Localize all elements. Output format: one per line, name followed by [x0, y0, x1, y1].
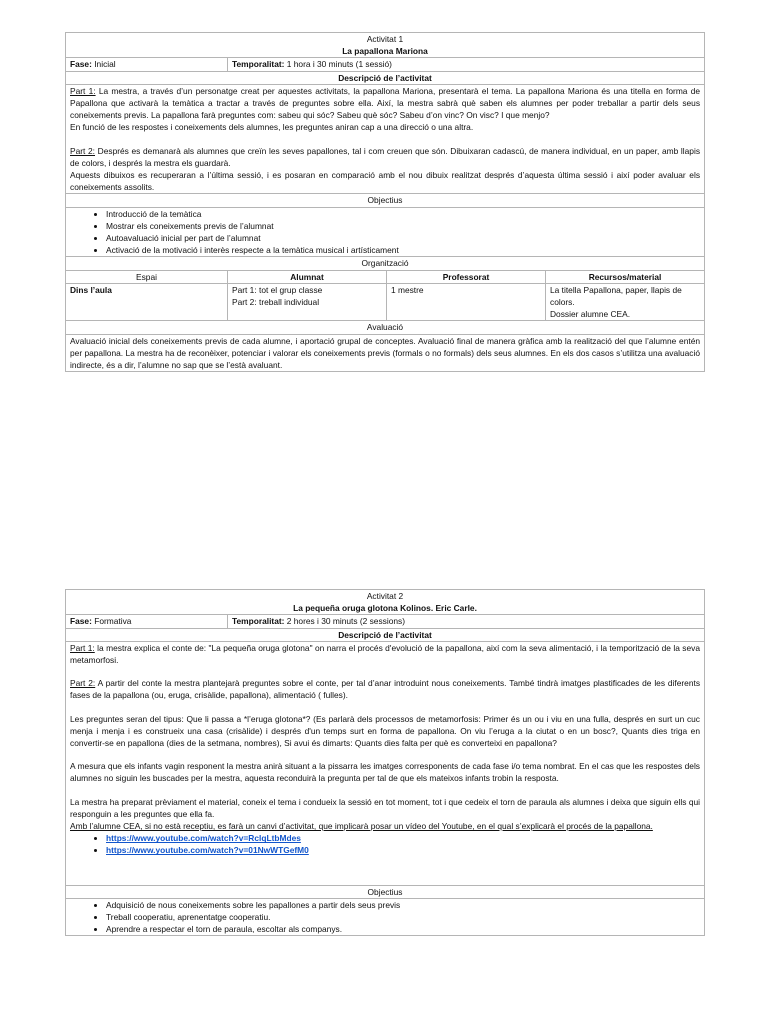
activity-1-evaluation: Avaluació inicial dels coneixements previs de cada alumne, i aportació grupal de conceptes. Avaluació final de manera gràfica amb la realització del que l’alumne entén per papallona. La mestra ha de reconèixer, potenciar i valorar els coneixements previs (formals o no formals) dels seus alumnes. En els dos casos s’utilitza una avaluació indirecte, és a dir, l’alumne no sap que se l’està avaluant. [66, 334, 705, 372]
org-col-space: Espai [66, 270, 228, 283]
org-students-value: Part 1: tot el grup classe Part 2: treball individual [228, 283, 387, 321]
org-teachers-value: 1 mestre [387, 283, 546, 321]
activity-2-preparation: La mestra ha preparat prèviament el material, coneix el tema i condueix la sessió en tot moment, tot i que cedeix el torn de paraula als alumnes i deixa que siguin ells qui responguin a les preguntes que ella fa. [70, 796, 700, 819]
activity-2-part1: Part 1: la mestra explica el conte de: "La pequeña oruga glotona" on narra el procés d'evolució de la papallona, així com la seva alimentació, i la temporització de la seva metamorfosi. [70, 642, 700, 666]
activity-1-eval-header: Avaluació [66, 321, 705, 334]
activity-1-part2-b: Aquests dibuixos es recuperaran a l’última sessió, i es posaran en comparació amb el nou dibuix realitzat després d’aquesta última sessió i així poder avaluar els coneixements assolits. [70, 170, 701, 193]
activity-2-part2: Part 2: A partir del conte la mestra plantejarà preguntes sobre el conte, per tal d’anar introduint nous coneixements. També tindrà imatges plastificades de les diferents fases de la papallona (ou, eruga, crisàlide, papallona), alimentació ( fulles). [70, 678, 701, 701]
activity-1-number: Activitat 1 [366, 34, 404, 44]
list-item [106, 832, 700, 844]
list-item: • Activació de la motivació i interès respecte a la temàtica musical i artísticament [106, 244, 700, 256]
activity-1-objectives-list [70, 208, 700, 257]
activity-2-header [66, 590, 705, 615]
activity-1-objectives-header: Objectius [66, 194, 705, 207]
activity-2-description [66, 641, 705, 885]
activity-1-part1-b: En funció de les respostes i coneixements dels alumnes, les preguntes aniran cap a una direcció o una altra. [70, 122, 474, 133]
list-item: • Treball cooperatiu, aprenentatge cooperatiu. [106, 911, 700, 923]
activity-2-number: Activitat 2 [366, 591, 404, 601]
activity-1-desc-header: Descripció de l’activitat [66, 71, 705, 84]
activity-1-part1: Part 1: La mestra, a través d’un personatge creat per aquestes activitats, la papallona Mariona, presentarà el tema. La papallona Mariona és una titella en forma de Papallona que activarà la temàtica a tractar a través de preguntes sobre ella. Així, la mestra sabrà què saben els alumnes per poder treballar a partir dels seus coneixements previs. La papallona farà preguntes com: sabeu qui sóc? Sabeu què sóc? Sabeu d’on vinc? On visc? I que menjo? [70, 85, 701, 121]
activity-1-time: Temporalitat: 1 hora i 30 minuts (1 sessió) [228, 58, 705, 71]
list-item: • Aprendre a respectar el torn de paraula, escoltar als companys. [106, 923, 700, 935]
activity-1-org-header: Organització [66, 257, 705, 270]
activity-1-description [66, 84, 705, 194]
activity-1-table [65, 32, 705, 372]
activity-2-objectives-header: Objectius [66, 885, 705, 898]
youtube-link-2[interactable]: https://www.youtube.com/watch?v=01NwWTGefM0 [106, 845, 309, 856]
activity-2-objectives [66, 898, 705, 936]
activity-2-objectives-list [70, 899, 700, 936]
activity-2-title: La pequeña oruga glotona Kolinos. Eric Carle. [293, 603, 477, 614]
org-col-students: Alumnat [228, 270, 387, 283]
list-item: • Introducció de la temàtica [106, 208, 700, 220]
list-item [106, 844, 700, 856]
org-col-teachers: Professorat [387, 270, 546, 283]
org-col-resources: Recursos/material [546, 270, 705, 283]
org-space-value: Dins l’aula [66, 283, 228, 321]
activity-1-title: La papallona Mariona [342, 46, 428, 57]
activity-2-time: Temporalitat: 2 hores i 30 minuts (2 sessions) [228, 615, 705, 628]
activity-1-header [66, 33, 705, 58]
activity-2-table [65, 589, 705, 936]
activity-2-questions: Les preguntes seran del tipus: Que li passa a *l’eruga glotona*? (Es parlarà dels processos de metamorfosis: Primer és un ou i viu en una fulla, després en surt un cuc menja i menja i es construeix una casa (crisàlide) i després d'un temps surt en forma de papallona. On viu l’eruga a la ciutat o en un bosc?, Quants dies triga en convertir-se en papallona (dies de la setmana, nombres), Si avui és dimarts: Quants dies falta per què es converteixi en papallona? [70, 713, 700, 749]
activity-1-part2: Part 2: Després es demanarà als alumnes que creïn les seves papallones, tal i com creuen que són. Dibuixaran cadascú, de manera individual, en un paper, amb llapis de colors, i després la mestra els guardarà. [70, 145, 701, 168]
list-item: • Adquisició de nous coneixements sobre les papallones a partir dels seus previs [106, 899, 700, 911]
org-resources-value: La titella Papallona, paper, llapis de colors. Dossier alumne CEA. [546, 283, 705, 321]
activity-2-cea-note: Amb l’alumne CEA, si no està receptiu, es farà un canvi d’activitat, que implicarà posar un vídeo del Youtube, en el qual s’explicarà el procés de la papallona. [70, 821, 653, 832]
youtube-link-1[interactable]: https://www.youtube.com/watch?v=RclqLtbMdes [106, 833, 301, 844]
list-item: • Mostrar els coneixements previs de l’alumnat [106, 220, 700, 232]
activity-2-desc-header: Descripció de l’activitat [66, 628, 705, 641]
activity-1-phase: Fase: Inicial [66, 58, 228, 71]
list-item: • Autoavaluació inicial per part de l’alumnat [106, 232, 700, 244]
activity-2-links-list [70, 832, 700, 856]
activity-2-responses: A mesura que els infants vagin responent la mestra anirà situant a la pissarra les imatges corresponents de cada fase i/o tema nombrat. En el cas que les respostes dels alumnes no siguin les buscades per la mestra, aquesta reconduirà la pregunta per tal de que els mateixos infants trobin la resposta. [70, 761, 700, 784]
activity-1-objectives [66, 207, 705, 257]
activity-2-phase: Fase: Formativa [66, 615, 228, 628]
